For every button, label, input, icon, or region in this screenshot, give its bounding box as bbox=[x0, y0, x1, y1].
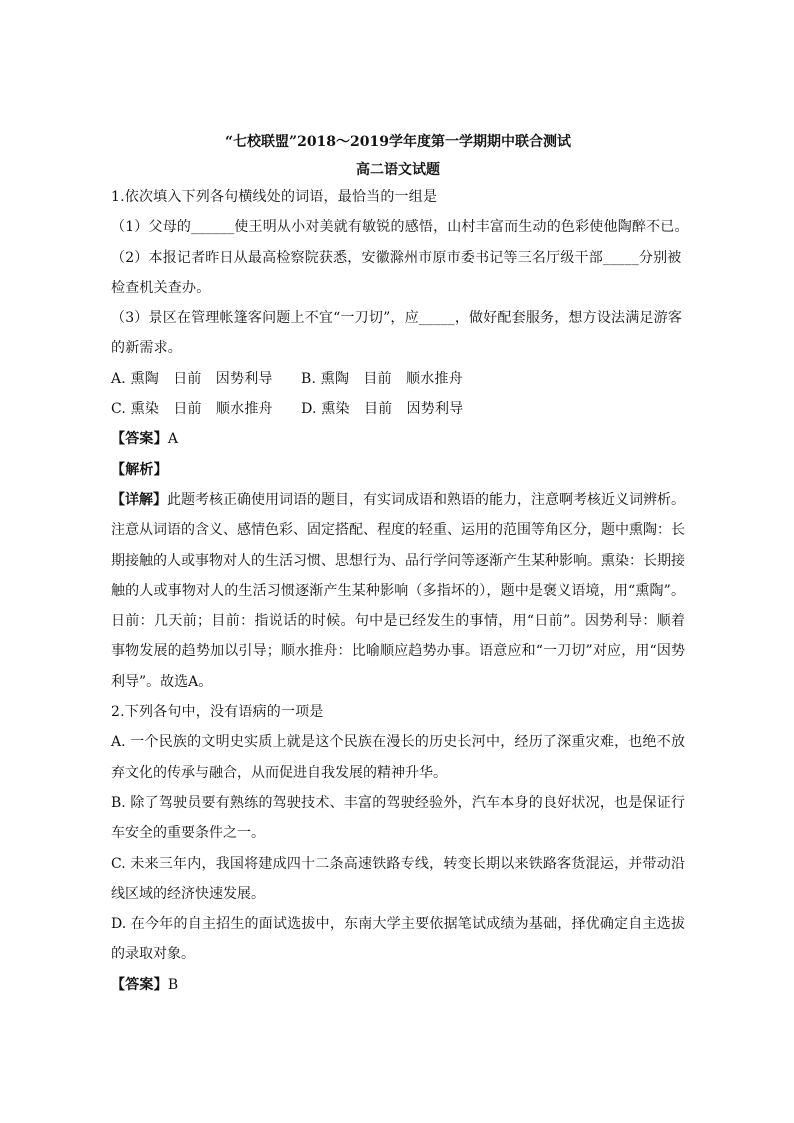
sentence-3-line-2: 的新需求。 bbox=[111, 340, 182, 357]
exam-title: “七校联盟”2018～2019学年度第一学期期中联合测试 bbox=[224, 134, 572, 150]
answer-value: A bbox=[167, 431, 179, 448]
options-c-d: C. 熏染 日前 顺水推舟 D. 熏染 目前 因势利导 bbox=[111, 401, 464, 418]
option-a: A. 一个民族的文明史实质上就是这个民族在漫长的历史长河中，经历了深重灾难，也绝不放弃文化的传承与融合，从而促进自我发展的精神升华。 bbox=[111, 734, 685, 781]
sentence-1: （1）父母的______使王明从小对美就有敏锐的感悟，山村丰富而生动的色彩使他陶醉不已。 bbox=[111, 219, 689, 236]
detail-text: 此题考核正确使用词语的题目，有实词成语和熟语的能力，注意啊考核近义词辨析。注意从词语的含义、感情色彩、固定搭配、程度的轻重、运用的范围等角区分，题中熏陶：长期接触的人或事物对人的生活习惯、思想行为、品行学问等逐渐产生某种影响。熏染：长期接触的人或事物对人的生活习惯逐渐产生某种影响（多指坏的），题中是褒义语境，用“熏陶”。日前：几天前；目前：指说话的时候。句中是已经发生的事情，用“日前”。因势利导：顺着事物发展的趋势加以引导；顺水推舟：比喻顺应趋势办事。语意应和“一刀切”对应，用“因势利导”。故选A。 bbox=[111, 491, 685, 690]
sentence-2-line-1: （2）本报记者昨日从最高检察院获悉，安徽滁州市原市委书记等三名厅级干部_____分别被 bbox=[111, 249, 682, 266]
analysis-label: 【解析】 bbox=[111, 461, 168, 478]
sentence-2-line-2: 检查机关查办。 bbox=[111, 279, 211, 296]
detail-label: 【详解】 bbox=[111, 491, 167, 508]
answer-value: B bbox=[167, 976, 179, 993]
option-d: D. 在今年的自主招生的面试选拔中，东南大学主要依据笔试成绩为基础，择优确定自主选拔的录取对象。 bbox=[111, 916, 685, 963]
question-stem: 1.依次填入下列各句横线处的词语，最恰当的一组是 bbox=[111, 189, 438, 205]
option-c: C. 未来三年内，我国将建成四十二条高速铁路专线，转变长期以来铁路客货混运，并带动沿线区域的经济快速发展。 bbox=[111, 855, 685, 902]
answer-label: 【答案】 bbox=[111, 976, 168, 993]
answer-label: 【答案】 bbox=[111, 431, 168, 448]
sentence-3-line-1: （3）景区在管理帐篷客问题上不宜“一刀切”，应_____，做好配套服务，想方设法满足游客 bbox=[111, 310, 683, 327]
question-2 bbox=[111, 697, 685, 1000]
answer-line bbox=[111, 424, 685, 454]
question-stem: 2.下列各句中，没有语病的一项是 bbox=[111, 704, 324, 721]
answer-line bbox=[111, 970, 685, 1000]
exam-subtitle: 高二语文试题 bbox=[356, 162, 440, 178]
detail-paragraph bbox=[111, 485, 685, 697]
options-a-b: A. 熏陶 日前 因势利导 B. 熏陶 目前 顺水推舟 bbox=[111, 370, 463, 387]
option-b: B. 除了驾驶员要有熟练的驾驶技术、丰富的驾驶经验外，汽车本身的良好状况，也是保证行车安全的重要条件之一。 bbox=[111, 794, 685, 842]
question-1 bbox=[111, 182, 689, 697]
document-page bbox=[111, 130, 689, 1000]
